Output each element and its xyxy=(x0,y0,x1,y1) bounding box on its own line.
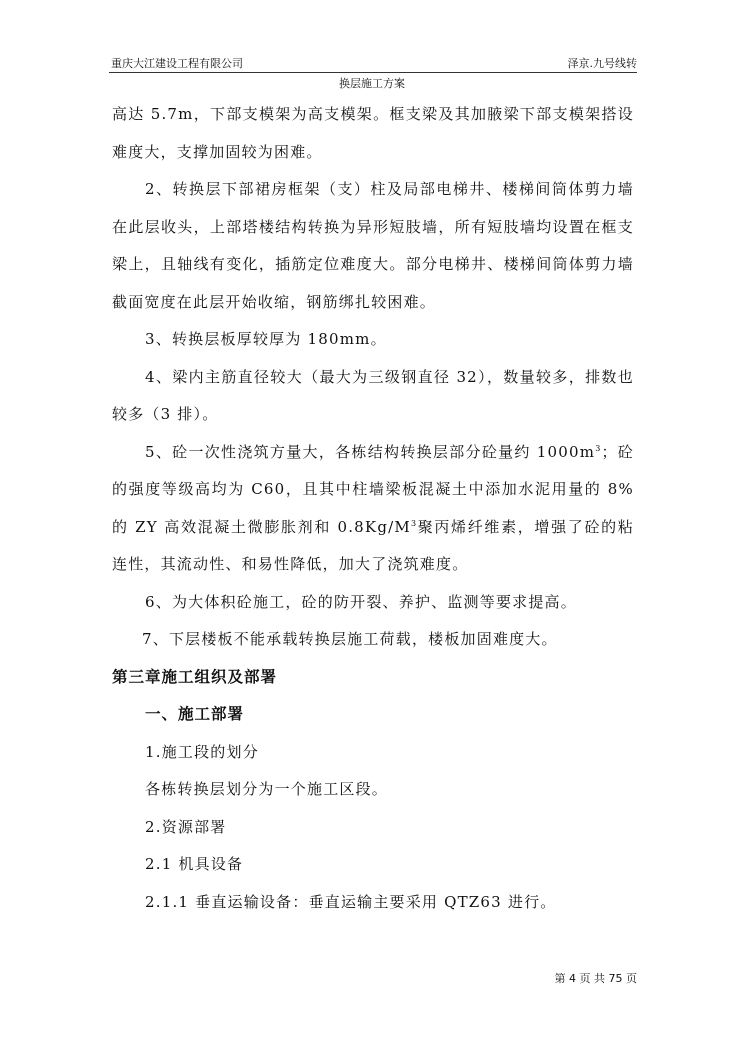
paragraph-item-4: 4、梁内主筋直径较大（最大为三级钢直径 32），数量较多，排数也较多（3 排）。 xyxy=(112,367,634,423)
item-5-text-b: ；砼的强度等级高均为 C60，且其中柱墙梁板混凝土中添加水泥用量的 8%的 ZY 高效混凝土微膨胀剂和 0.8Kg/M xyxy=(112,442,634,536)
section-heading: 一、施工部署 xyxy=(145,705,245,723)
superscript-cubic: 3 xyxy=(595,443,602,453)
subsection-1-title: 1.施工段的划分 xyxy=(145,742,259,761)
paragraph-item-3: 3、转换层板厚较厚为 180mm。 xyxy=(145,330,387,348)
header-company: 重庆大江建设工程有限公司 xyxy=(111,57,243,70)
paragraph-item-6: 6、为大体积砼施工，砼的防开裂、养护、监测等要求提高。 xyxy=(145,592,577,611)
document-body xyxy=(112,96,634,921)
header-project: 泽京.九号线转 xyxy=(567,57,637,70)
subsection-2-1-title: 2.1 机具设备 xyxy=(145,855,244,873)
paragraph-continued: 高达 5.7m，下部支模架为高支模架。框支梁及其加腋梁下部支模架搭设难度大，支撑加固较为困难。 xyxy=(112,105,634,161)
item-5-text-c: 聚丙烯纤维素，增强了砼的粘连性，其流动性、和易性降低，加大了浇筑难度。 xyxy=(112,517,634,573)
chapter-heading: 第三章施工组织及部署 xyxy=(112,667,278,686)
item-5-text-a: 5、砼一次性浇筑方量大，各栋结构转换层部分砼量约 1000m xyxy=(145,442,596,461)
paragraph-item-2: 2、转换层下部裙房框架（支）柱及局部电梯井、楼梯间筒体剪力墙在此层收头，上部塔楼结构转换为异形短肢墙，所有短肢墙均设置在框支梁上，且轴线有变化，插筋定位难度大。部分电梯井、楼梯间筒体剪力墙截面宽度在此层开始收缩，钢筋绑扎较困难。 xyxy=(112,180,634,311)
superscript-cubic-2: 3 xyxy=(410,518,418,528)
subsection-2-title: 2.资源部署 xyxy=(145,817,227,836)
subsection-2-1-1-text: 2.1.1 垂直运输设备：垂直运输主要采用 QTZ63 进行。 xyxy=(145,892,557,911)
header-divider xyxy=(109,72,637,73)
paragraph-item-7: 7、下层楼板不能承载转换层施工荷载，楼板加固难度大。 xyxy=(142,630,558,648)
paragraph-item-5 xyxy=(112,434,634,584)
header-doc-title: 换层施工方案 xyxy=(339,77,405,90)
subsection-1-text: 各栋转换层划分为一个施工区段。 xyxy=(145,780,389,798)
page-number: 第 4 页 共 75 页 xyxy=(554,972,637,985)
